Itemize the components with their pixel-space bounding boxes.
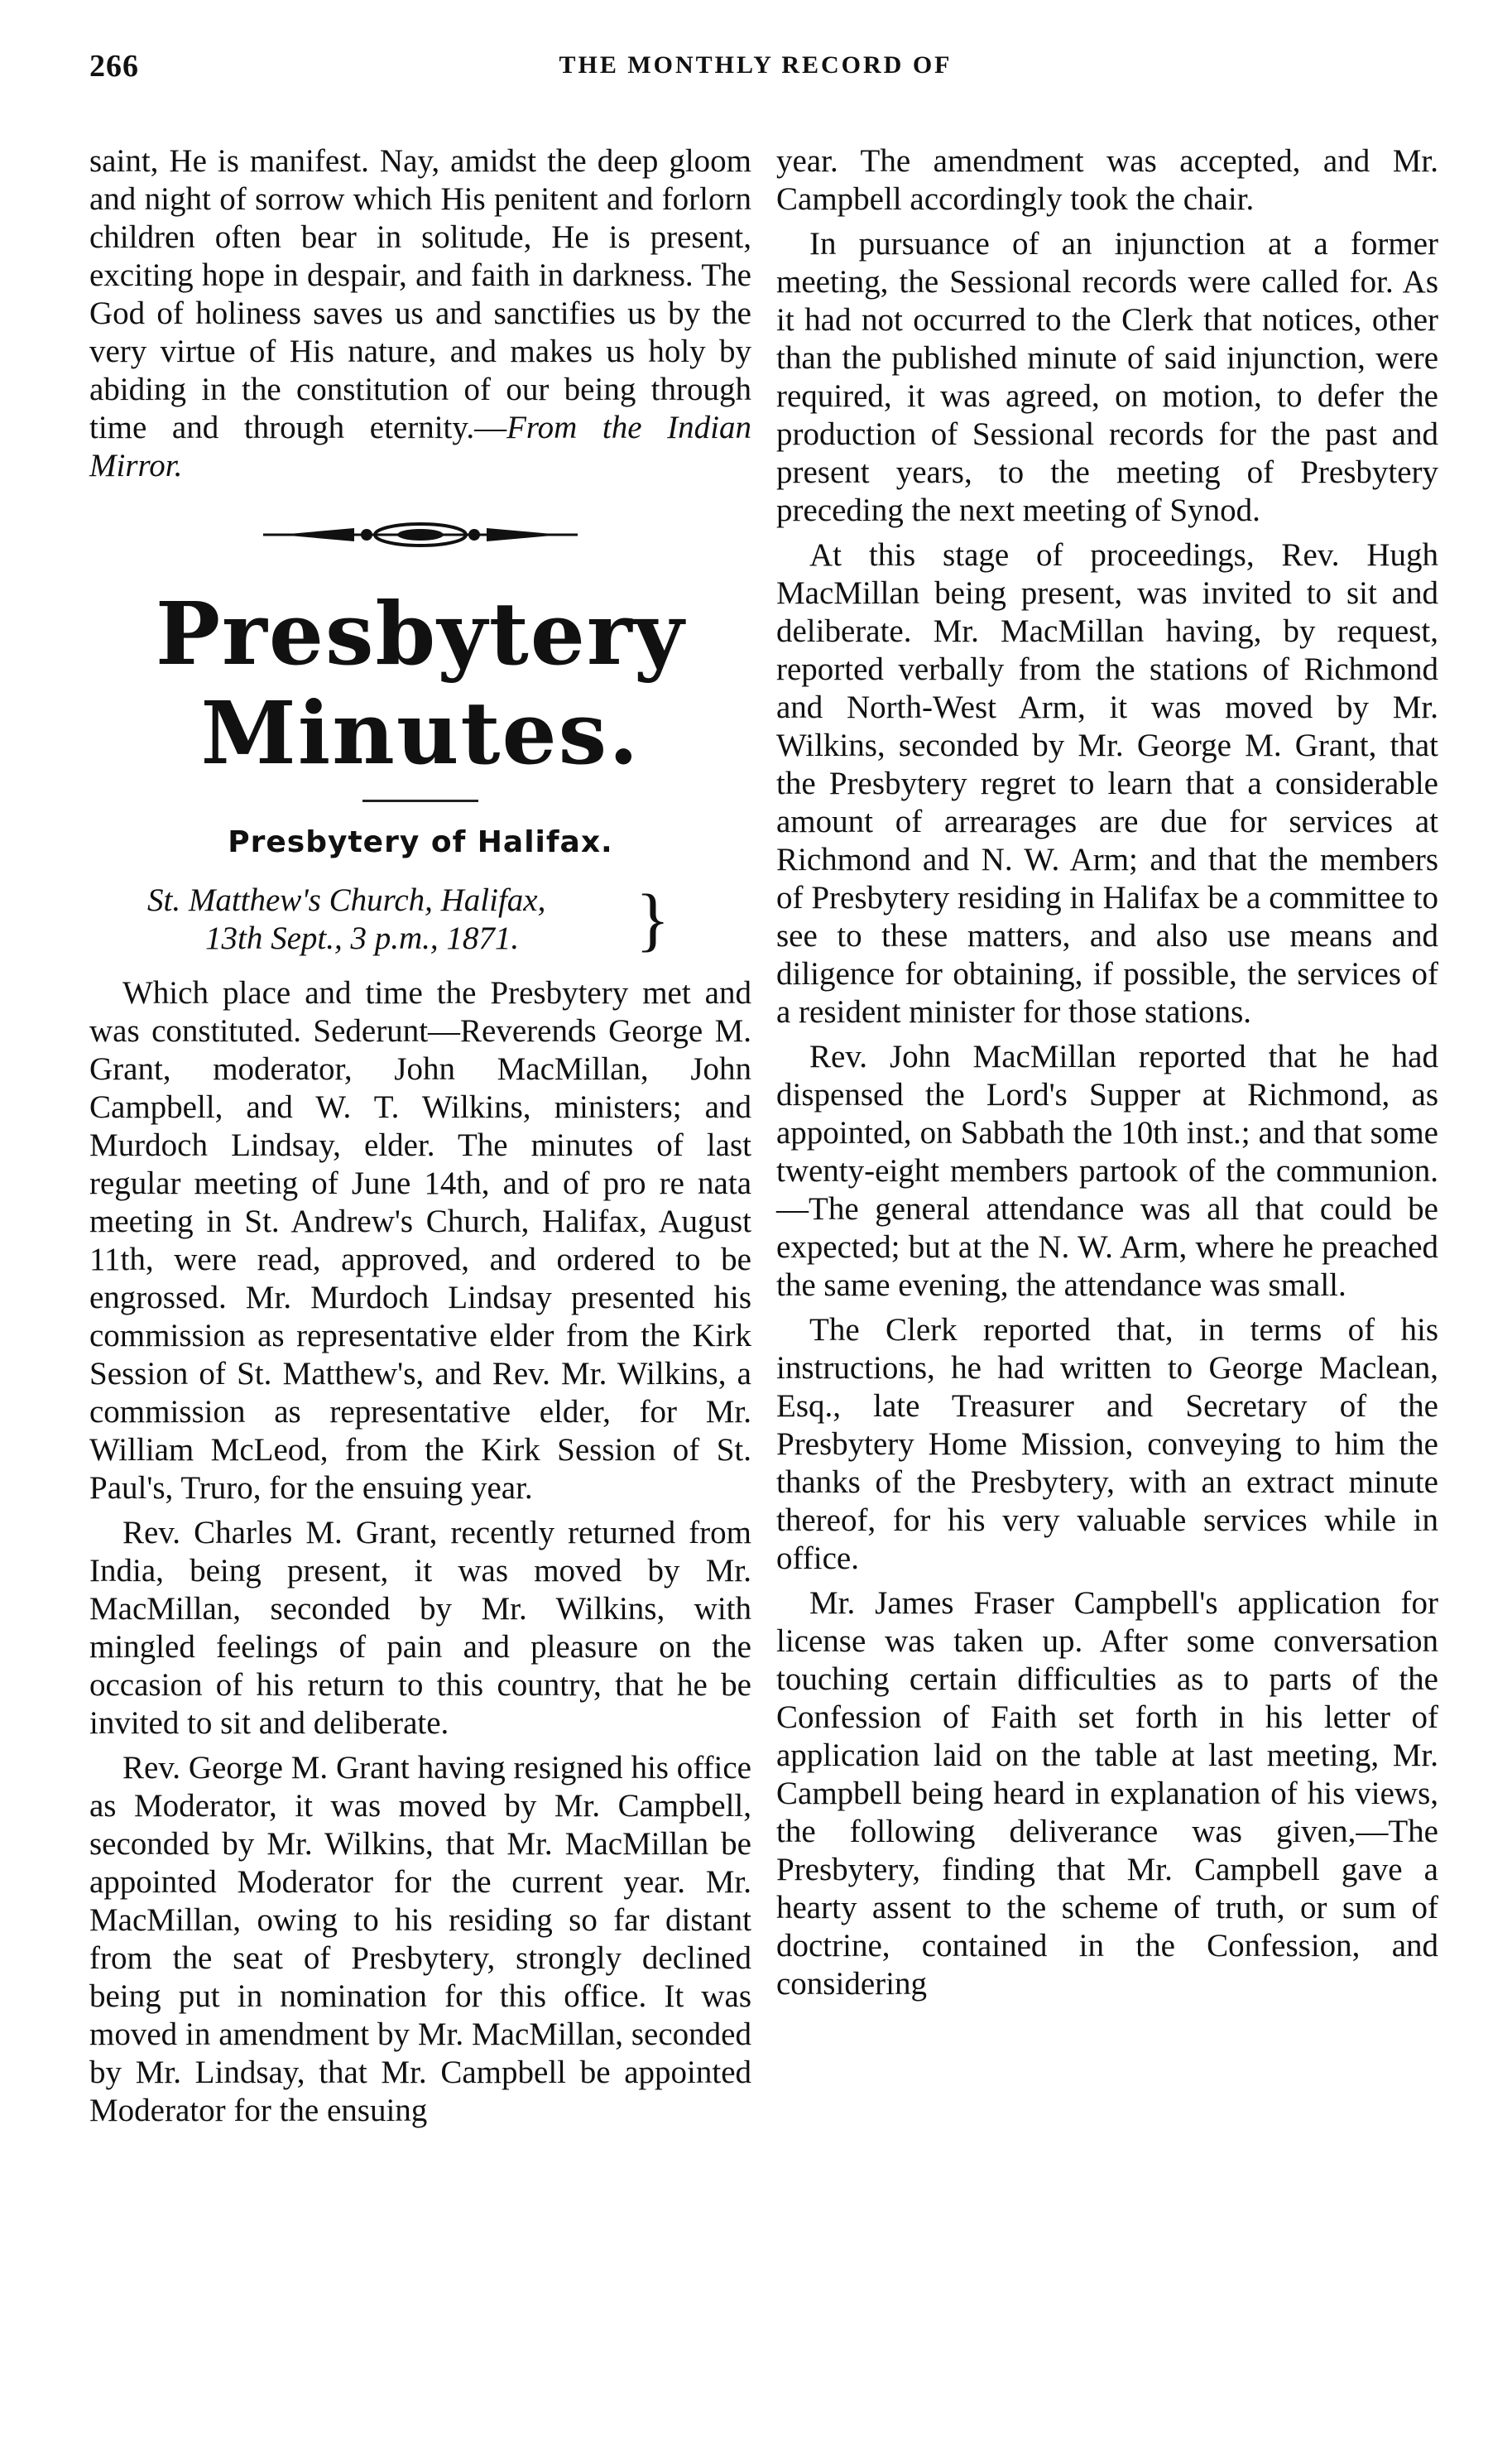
paragraph: In pursuance of an injunction at a former meeting, the Sessional records were called for. As it had not occurred to the Clerk that notices, other than the published minute of said injunction, were required, it was agreed, on motion, to defer the production of Sessional records for the past and present years, to the meeting of Presbytery preceding the next meeting of Synod.	[776, 226, 1438, 528]
paragraph: Rev. George M. Grant having resigned his office as Moderator, it was moved by Mr. Campbell, seconded by Mr. Wilkins, that Mr. MacMillan be appointed Moderator for the current year. Mr. MacMillan, owing to his residing so far distant from the seat of Presbytery, strongly declined being put in nomination for this office. It was moved in amendment by Mr. MacMillan, seconded by Mr. Lindsay, that Mr. Campbell be appointed Moderator for the ensuing	[89, 1750, 751, 2128]
ornamental-divider-icon	[263, 518, 578, 551]
paragraph: At this stage of proceedings, Rev. Hugh MacMillan being present, was invited to sit and deliberate. Mr. MacMillan having, by request, reported verbally from the stations of Richmond and North-West Arm, it was moved by Mr. Wilkins, seconded by Mr. George M. Grant, that the Presbytery regret to learn that a considerable amount of arrearages are due for services at Richmond and N. W. Arm; and that the members of Presbytery residing in Halifax be a committee to see to these matters, and also use means and diligence for obtaining, if possible, the services of a resident minister for those stations.	[776, 537, 1438, 1030]
left-column	[89, 142, 751, 2137]
divider	[362, 800, 478, 802]
subheading: Presbytery of Halifax.	[228, 825, 613, 859]
paragraph: Which place and time the Presbytery met and was constituted. Sederunt—Reverends George M. Grant, moderator, John MacMillan, John Campbell, and W. T. Wilkins, ministers; and Murdoch Lindsay, elder. The minutes of last regular meeting of June 14th, and of pro re nata meeting in St. Andrew's Church, Halifax, August 11th, were read, approved, and ordered to be engrossed. Mr. Murdoch Lindsay presented his commission as representative elder from the Kirk Session of St. Matthew's, and Rev. Mr. Wilkins, a commission as representative elder, for Mr. William McLeod, from the Kirk Session of St. Paul's, Truro, for the ensuing year.	[89, 975, 751, 1506]
running-title: THE MONTHLY RECORD OF	[559, 51, 953, 79]
right-column	[776, 142, 1438, 2010]
dateline-line-2: 13th Sept., 3 p.m., 1871.	[205, 920, 520, 956]
page-header	[89, 48, 1422, 89]
section-title: Presbytery Minutes.	[155, 583, 686, 784]
page-number: 266	[89, 49, 139, 84]
source-attribution: From the Indian Mirror.	[89, 410, 752, 483]
paragraph-text: saint, He is manifest. Nay, amidst the deep gloom and night of sorrow which His penitent and forlorn children often bear in solitude, He is present, exciting hope in despair, and faith in darkness. The God of holiness saves us and sanctifies us by the very virtue of His nature, and makes us holy by abiding in the constitution of our being through time and through eternity.—	[89, 143, 751, 445]
paragraph: Mr. James Fraser Campbell's application for license was taken up. After some conversation touching certain difficulties as to parts of the Confession of Faith set forth in his letter of application laid on the table at last meeting, Mr. Campbell being heard in explanation of his views, the following deliverance was given,—The Presbytery, finding that Mr. Campbell gave a hearty assent to the scheme of truth, or sum of doctrine, contained in the Confession, and considering	[776, 1585, 1438, 2002]
dateline	[89, 879, 751, 959]
dateline-line-1: St. Matthew's Church, Halifax,	[147, 882, 546, 918]
paragraph: Rev. John MacMillan reported that he had dispensed the Lord's Supper at Richmond, as appointed, on Sabbath the 10th inst.; and that some twenty-eight members partook of the communion.—The general attendance was all that could be expected; but at the N. W. Arm, where he preached the same evening, the attendance was small.	[776, 1039, 1438, 1303]
paragraph	[89, 142, 751, 485]
brace-icon: }	[636, 879, 670, 959]
paragraph: year. The amendment was accepted, and Mr. Campbell accordingly took the chair.	[776, 143, 1438, 217]
paragraph: Rev. Charles M. Grant, recently returned from India, being present, it was moved by Mr. MacMillan, seconded by Mr. Wilkins, with mingled feelings of pain and pleasure on the occasion of his return to this country, that he be invited to sit and deliberate.	[89, 1515, 751, 1741]
paragraph: The Clerk reported that, in terms of his instructions, he had written to George Maclean, Esq., late Treasurer and Secretary of the Presbytery Home Mission, conveying to him the thanks of the Presbytery, with an extract minute thereof, for his very valuable services while in office.	[776, 1312, 1438, 1576]
